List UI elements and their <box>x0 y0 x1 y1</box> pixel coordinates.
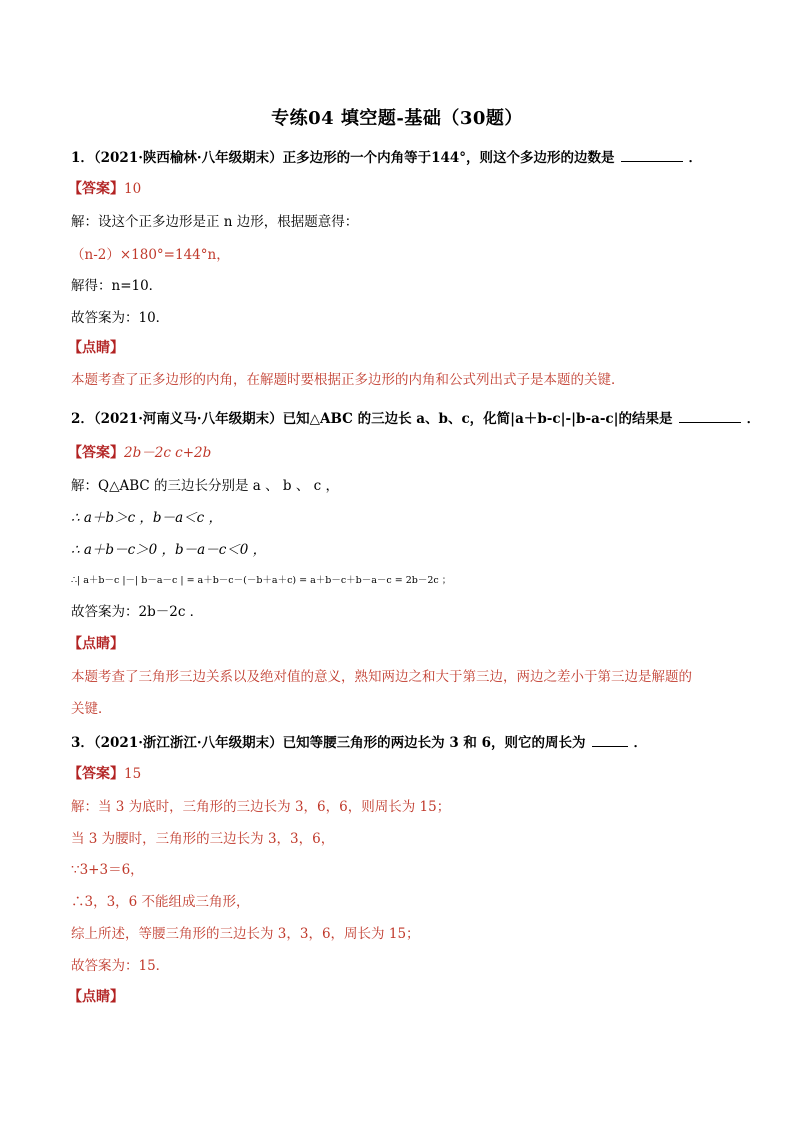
solution-3-line-2: 当 3 为腰时，三角形的三边长为 3，3，6， <box>71 831 335 847</box>
solution-3-line-6: 故答案为：15． <box>71 958 170 974</box>
question-2-stem: 2．（2021·河南义马·八年级期末）已知△ABC 的三边长 a、b、c，化简|a＋b-c|-|b-a-c|的结果是 <box>71 411 673 427</box>
answer-blank-1 <box>621 149 683 162</box>
comment-1: 本题考查了正多边形的内角，在解题时要根据正多边形的内角和公式列出式子是本题的关键． <box>71 372 625 388</box>
solution-1-line-2: （n-2）×180°=144°n， <box>71 247 230 263</box>
solution-3-line-5: 综上所述，等腰三角形的三边长为 3，3，6，周长为 15； <box>71 926 420 942</box>
comment-tag-2: 【点睛】 <box>68 636 124 652</box>
comment-tag-3: 【点睛】 <box>68 989 124 1005</box>
answer-line-3 <box>68 763 141 783</box>
answer-blank-3 <box>592 734 628 747</box>
question-2-end: ． <box>746 411 761 427</box>
solution-3-line-4: ∴3，3，6 不能组成三角形， <box>71 894 250 910</box>
comment-tag-1: 【点睛】 <box>68 340 124 356</box>
answer-tag-2: 【答案】 <box>68 445 124 461</box>
answer-tag-3: 【答案】 <box>68 766 124 782</box>
solution-2-line-5: 故答案为：2b－2c ． <box>71 604 204 620</box>
solution-1-line-3: 解得：n=10． <box>71 278 163 294</box>
answer-value-3: 15 <box>124 766 142 782</box>
answer-blank-2 <box>679 410 741 423</box>
solution-2-line-1: 解：Q△ABC 的三边长分别是 a 、 b 、 c ， <box>71 478 339 494</box>
page-title: 专练04 填空题-基础（30题） <box>271 108 523 129</box>
answer-value-1: 10 <box>124 181 142 197</box>
solution-2-line-4: ∴| a＋b－c |－| b－a－c | = a＋b－c－(－b＋a＋c) = a＋b－c＋b－a－c = 2b－2c ； <box>71 575 452 586</box>
solution-1-line-1: 解：设这个正多边形是正 n 边形，根据题意得： <box>71 214 359 230</box>
solution-1-line-4: 故答案为：10． <box>71 310 170 326</box>
answer-tag-1: 【答案】 <box>68 181 124 197</box>
comment-2-line-2: 关键． <box>71 701 112 717</box>
question-3 <box>71 731 647 751</box>
question-3-end: ． <box>633 735 648 751</box>
question-1-end: ． <box>688 150 703 166</box>
answer-value-2: 2b－2c c+2b <box>124 445 212 461</box>
solution-3-line-3: ∵3+3＝6， <box>71 862 144 878</box>
question-3-stem: 3．（2021·浙江浙江·八年级期末）已知等腰三角形的两边长为 3 和 6，则它的周长为 <box>71 735 586 751</box>
solution-2-line-2: ∴ a＋b＞c ，b－a＜c ， <box>71 510 222 526</box>
comment-2-line-1: 本题考查了三角形三边关系以及绝对值的意义，熟知两边之和大于第三边，两边之差小于第三边是解题的 <box>71 669 692 685</box>
solution-3-line-1: 解：当 3 为底时，三角形的三边长为 3，6，6，则周长为 15； <box>71 799 451 815</box>
question-1 <box>71 146 702 166</box>
question-1-stem: 1．（2021·陕西榆林·八年级期末）正多边形的一个内角等于144°，则这个多边形的边数是 <box>71 150 615 166</box>
question-2 <box>71 407 760 427</box>
answer-line-1 <box>68 178 141 198</box>
answer-line-2 <box>68 441 211 462</box>
solution-2-line-3: ∴ a＋b－c＞0 ，b－a－c＜0 ， <box>71 542 267 558</box>
